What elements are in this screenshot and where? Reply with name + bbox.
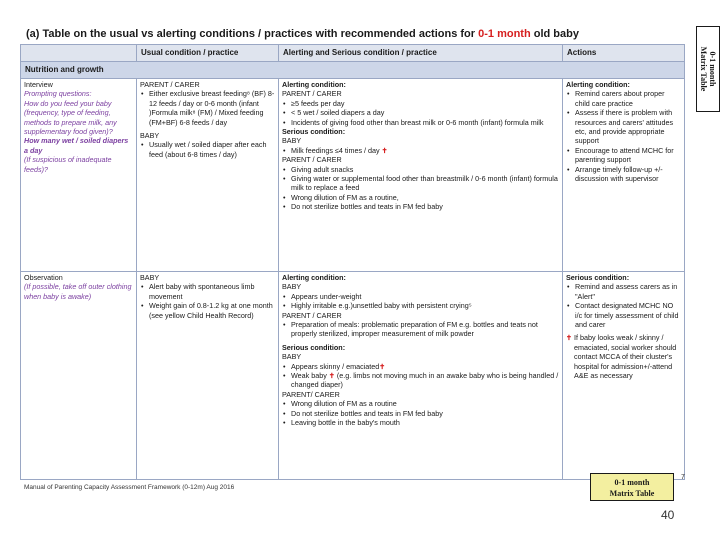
usual-feeding-cell [137, 79, 279, 272]
footer-text: Manual of Parenting Capacity Assessment Framework (0-12m) Aug 2016 [24, 484, 235, 491]
list-item: • Assess if there is problem with resources and carers' attitudes etc, and provide appropriate support [566, 108, 681, 146]
list-item: • Do not sterilize bottles and teats in FM fed baby [282, 202, 559, 211]
list-item: • Contact designated MCHC NO i/c for timely assessment of child and carer [566, 301, 681, 329]
footer-note: 7 [681, 474, 685, 481]
header-usual: Usual condition / practice [137, 45, 279, 62]
page-number: 40 [661, 508, 675, 522]
group-label: BABY [282, 282, 302, 292]
list-item: • Arrange timely follow-up +/- discussion with supervisor [566, 165, 681, 184]
group-label: BABY [140, 273, 160, 282]
list-item: • < 5 wet / soiled diapers a day [282, 108, 559, 117]
list-item: • Wrong dilution of FM as a routine [282, 399, 559, 408]
warning-cross-icon: ✝ [328, 371, 335, 381]
header-blank [21, 45, 137, 62]
warning-cross-icon: ✝ [379, 361, 386, 371]
table-title: (a) Table on the usual vs alerting conditions / practices with recommended actions for 0-1 month old baby [26, 28, 579, 40]
alerting-growth-cell [279, 272, 563, 480]
list-item: • Giving water or supplemental food other than breastmilk / 0-6 month (infant) formula milk to replace a feed [282, 174, 559, 193]
weak-baby-note: ✝ If baby looks weak / skinny / emaciated, social worker should contact MCCA of their cluster's hospital for admission+/-attend A&E as necessary [566, 333, 677, 381]
group-label: PARENT / CARER [140, 80, 200, 89]
alerting-heading: Alerting condition: [282, 80, 346, 89]
actions-serious-cell [563, 272, 685, 480]
observation-title: Observation [24, 273, 63, 282]
observation-cell [21, 272, 137, 480]
group-label: PARENT/ CARER [282, 389, 340, 399]
conditions-table [20, 44, 685, 480]
header-alerting: Alerting and Serious condition / practice [279, 45, 563, 62]
alerting-heading: Alerting condition: [566, 80, 630, 89]
list-item: • Giving adult snacks [282, 165, 559, 174]
list-item: • Incidents of giving food other than breast milk or 0-6 month (infant) formula milk [282, 118, 559, 127]
warning-cross-icon: ✝ [381, 145, 388, 155]
table-row [21, 272, 685, 480]
alerting-feeding-cell [279, 79, 563, 272]
list-item: • Alert baby with spontaneous limb movement [140, 282, 275, 301]
header-row [21, 45, 685, 62]
section-row [21, 62, 685, 79]
serious-heading: Serious condition: [282, 342, 346, 352]
prompt-title: Prompting questions: [24, 89, 92, 99]
group-label: PARENT / CARER [282, 310, 342, 320]
section-title: Nutrition and growth [21, 62, 685, 79]
list-item: • Preparation of meals: problematic preparation of FM e.g. bottles and teats not properly sterilized, improper measurement of milk powder [282, 320, 559, 339]
list-item: • Remind carers about proper child care practice [566, 89, 681, 108]
prompt-diapers-note: (If suspicious of inadequate feeds)? [24, 155, 112, 174]
list-item: • Either exclusive breast feeding⁸ (BF) 8-12 feeds / day or 0-6 month (infant )Formula milk⁸ (FM) / Mixed feeding (FM+BF) 6-8 feeds / day [140, 89, 275, 127]
header-actions: Actions [563, 45, 685, 62]
list-item: • Weight gain of 0.8-1.2 kg at one month (see yellow Child Health Record) [140, 301, 275, 320]
group-label: PARENT / CARER [282, 89, 342, 99]
list-item: • ≥5 feeds per day [282, 99, 559, 108]
interview-title: Interview [24, 80, 53, 89]
age-highlight: 0-1 month [478, 28, 531, 40]
list-item: • Highly irritable e.g.)unsettled baby with persistent crying⁵ [282, 301, 559, 310]
table-row [21, 79, 685, 272]
group-label: BABY [140, 131, 160, 141]
list-item: • Weak baby ✝ (e.g. limbs not moving much in an awake baby who is being handled / changed diaper) [282, 371, 559, 390]
usual-growth-cell [137, 272, 279, 480]
prompt-text: How do you feed your baby (frequency, type of feeding, methods to prepare milk, any supplementary food given)? [24, 98, 117, 137]
interview-cell [21, 79, 137, 272]
list-item: • Leaving bottle in the baby's mouth [282, 418, 559, 427]
matrix-table-badge: 0-1 month Matrix Table [590, 473, 674, 501]
list-item: • Milk feedings ≤4 times / day ✝ [282, 146, 559, 155]
side-tab: 0-1 month Matrix Table [696, 26, 720, 112]
prompt-diapers: How many wet / soiled diapers a day [24, 136, 129, 155]
actions-alerting-cell [563, 79, 685, 272]
group-label: PARENT / CARER [282, 155, 342, 165]
list-item: • Remind and assess carers as in "Alert" [566, 282, 681, 301]
list-item: • Appears skinny / emaciated✝ [282, 362, 559, 371]
list-item: • Wrong dilution of FM as a routine, [282, 193, 559, 202]
group-label: BABY [282, 136, 302, 146]
serious-heading: Serious condition: [282, 127, 346, 137]
list-item: • Usually wet / soiled diaper after each feed (about 6-8 times / day) [140, 140, 275, 159]
list-item: • Do not sterilize bottles and teats in FM fed baby [282, 409, 559, 418]
observation-note: (If possible, take off outer clothing when baby is awake) [24, 282, 132, 301]
alerting-heading: Alerting condition: [282, 273, 346, 282]
group-label: BABY [282, 352, 302, 362]
document-page [20, 24, 684, 480]
warning-cross-icon: ✝ [566, 333, 573, 343]
serious-heading: Serious condition: [566, 273, 630, 282]
list-item: • Appears under-weight [282, 292, 559, 301]
list-item: • Encourage to attend MCHC for parenting support [566, 146, 681, 165]
